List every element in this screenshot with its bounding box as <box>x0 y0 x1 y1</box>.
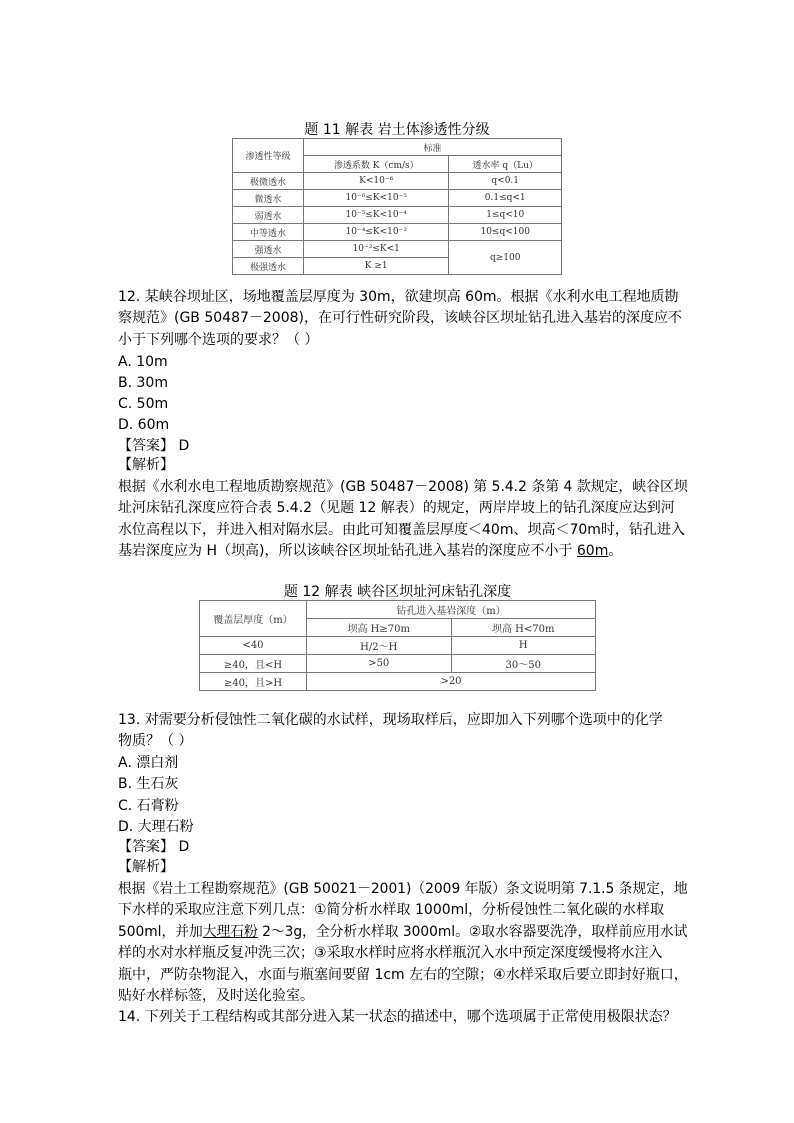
cell: >50 <box>307 655 452 673</box>
header-grade: 渗透性等级 <box>233 139 304 173</box>
q13-analysis-label: 【解析】 <box>118 859 174 875</box>
q13-analysis-line: 根据《岩土工程勘察规范》(GB 50021－2001)（2009 年版）条文说明第 7.1.5 条规定，地 <box>118 881 688 897</box>
table11-caption: 题 11 解表 岩土体渗透性分级 <box>304 122 490 138</box>
cell: 10⁻⁶≤K<10⁻⁵ <box>304 190 449 207</box>
cell: 中等透水 <box>233 224 304 241</box>
q14-line: 14. 下列关于工程结构或其部分进入某一状态的描述中，哪个选项属于正常使用极限状态？ <box>118 1009 677 1025</box>
drilling-depth-table <box>199 600 596 691</box>
q13-line: 13. 对需要分析侵蚀性二氧化碳的水试样，现场取样后，应即加入下列哪个选项中的化学 <box>118 712 663 728</box>
underlined-answer: 大理石粉 <box>202 924 258 940</box>
q13-option-d: D. 大理石粉 <box>118 819 194 835</box>
q12-analysis-line <box>118 541 622 562</box>
header-thickness: 覆盖层厚度（m） <box>200 601 307 637</box>
cell: H <box>451 637 596 655</box>
underlined-answer: 60m <box>576 543 609 559</box>
permeability-table <box>232 138 562 275</box>
q12-option-c: C. 50m <box>118 396 169 412</box>
q13-analysis-line: 下水样的采取应注意下列几点：①简分析水样取 1000ml，分析侵蚀性二氧化碳的水样取 <box>118 902 665 918</box>
cell: q<0.1 <box>449 173 562 190</box>
q12-option-d: D. 60m <box>118 417 170 433</box>
q12-line: 察规范》(GB 50487－2008)，在可行性研究阶段，该峡谷区坝址钻孔进入基岩的深度应不 <box>118 310 682 326</box>
cell: 微透水 <box>233 190 304 207</box>
cell: 弱透水 <box>233 207 304 224</box>
q13-answer: 【答案】 D <box>118 839 190 855</box>
q13-line: 物质？（ ） <box>118 733 193 749</box>
table12-caption: 题 12 解表 峡谷区坝址河床钻孔深度 <box>283 584 512 600</box>
text: 2～3g，全分析水样取 3000ml。②取水容器要洗净，取样前应用水试 <box>257 924 688 940</box>
header-h-lt70: 坝高 H<70m <box>451 619 596 637</box>
q13-option-b: B. 生石灰 <box>118 776 179 792</box>
cell: q≥100 <box>449 241 562 275</box>
q13-option-c: C. 石膏粉 <box>118 798 179 814</box>
cell: 10⁻⁵≤K<10⁻⁴ <box>304 207 449 224</box>
q12-option-b: B. 30m <box>118 375 168 391</box>
cell: ≥40，且>H <box>200 673 307 691</box>
cell: 1≤q<10 <box>449 207 562 224</box>
q13-analysis-line: 贴好水样标签，及时送化验室。 <box>118 988 314 1004</box>
text: 500ml，并加 <box>118 924 203 940</box>
cell: 极微透水 <box>233 173 304 190</box>
cell: ≥40，且<H <box>200 655 307 673</box>
text: 。 <box>608 543 623 559</box>
cell: <40 <box>200 637 307 655</box>
cell: 0.1≤q<1 <box>449 190 562 207</box>
q13-analysis-line: 样的水对水样瓶反复冲洗三次；③采取水样时应将水样瓶沉入水中预定深度缓慢将水注入 <box>118 945 663 961</box>
q12-answer: 【答案】 D <box>118 438 190 454</box>
q12-analysis-line: 址河床钻孔深度应符合表 5.4.2（见题 12 解表）的规定，两岸岸坡上的钻孔深度应达到河 <box>118 500 675 516</box>
cell: K ≥1 <box>304 258 449 275</box>
cell: 极强透水 <box>233 258 304 275</box>
q13-analysis-line: 瓶中，严防杂物混入，水面与瓶塞间要留 1cm 左右的空隙；④水样采取后要立即封好瓶口， <box>118 967 688 983</box>
cell: 10⁻²≤K<1 <box>304 241 449 258</box>
q12-option-a: A. 10m <box>118 354 168 370</box>
cell: 10≤q<100 <box>449 224 562 241</box>
header-h-ge70: 坝高 H≥70m <box>307 619 452 637</box>
header-q: 透水率 q（Lu） <box>449 156 562 173</box>
q12-analysis-label: 【解析】 <box>118 457 174 473</box>
cell: 强透水 <box>233 241 304 258</box>
q13-analysis-line <box>118 922 688 943</box>
header-depth: 钻孔进入基岩深度（m） <box>307 601 596 619</box>
q12-analysis-line: 根据《水利水电工程地质勘察规范》(GB 50487－2008) 第 5.4.2 条第 4 款规定，峡谷区坝 <box>118 479 688 495</box>
header-standard: 标准 <box>304 139 562 156</box>
q12-analysis-line: 水位高程以下，并进入相对隔水层。由此可知覆盖层厚度＜40m、坝高＜70m时，钻孔进入 <box>118 522 685 538</box>
cell: >20 <box>307 673 596 691</box>
q13-option-a: A. 漂白剂 <box>118 755 179 771</box>
q12-line: 12. 某峡谷坝址区，场地覆盖层厚度为 30m，欲建坝高 60m。根据《水利水电工程地质勘 <box>118 289 679 305</box>
cell: H/2～H <box>307 637 452 655</box>
q12-line: 小于下列哪个选项的要求？（ ） <box>118 332 319 348</box>
text: 基岩深度应为 H（坝高)，所以该峡谷区坝址钻孔进入基岩的深度应不小于 <box>118 543 577 559</box>
cell: 10⁻⁴≤K<10⁻² <box>304 224 449 241</box>
cell: 30～50 <box>451 655 596 673</box>
cell: K<10⁻⁶ <box>304 173 449 190</box>
header-k: 渗透系数 K（cm/s） <box>304 156 449 173</box>
